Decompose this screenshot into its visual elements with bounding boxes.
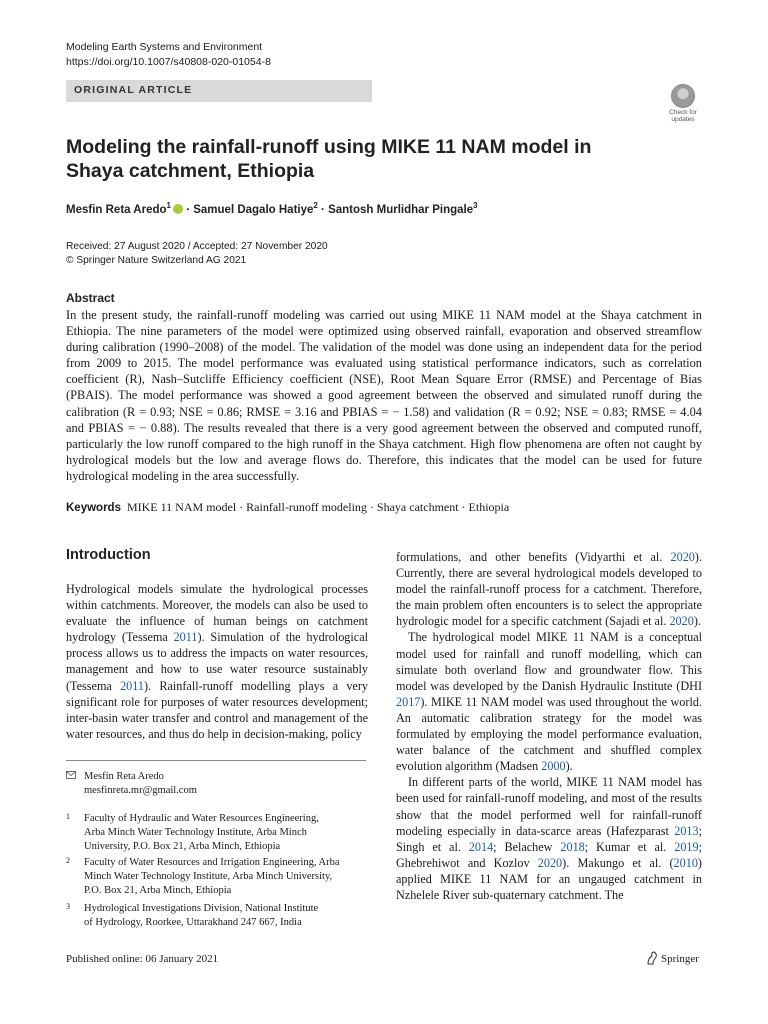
affiliation-3: Hydrological Investigations Division, National Institute of Hydrology, Roorkee, Uttarakhand 247 667, India (84, 903, 319, 928)
affiliation-number: 2 (66, 856, 70, 865)
affiliation-number: 3 (66, 902, 70, 911)
affiliation-2: Faculty of Water Resources and Irrigation Engineering, Arba Minch Water Technology Institute, Arba Minch University, P.O. Box 21, Arba Minch, Ethiopia (84, 857, 340, 896)
author-separator: · (317, 203, 329, 216)
abstract-text: In the present study, the rainfall-runoff modeling was carried out using MIKE 11 NAM model at the Shaya catchment in Ethiopia. The nine parameters of the model were optimized using observed rainfall, evaporation and observed streamflow during calibration (1990–2008) of the model. The validation of the model was done using an independent data for the period from 2009 to 2015. The model performance was evaluated using statistical performance indicators, such as correlation coefficient (R), Nash–Sutcliffe Efficiency coefficient (NSE), Root Mean Square Error (RMSE) and Percentage of Bias (PBAIS). The model performance was showed a good agreement between the observed and simulated runoff during the calibration (R = 0.93; NSE = 0.86; RMSE = 3.16 and PBIAS = − 1.58) and validation (R = 0.92; NSE = 0.83; RMSE = 4.04 and PBIAS = − 0.88). The results revealed that there is a very good agreement between the observed and computed runoff, particularly the low runoff compared to the high runoff in the Shaya catchment. High flow phenomena are often not caught by hydrological models but the low and average flows do. Therefore, this indicates that the model can be used for future hydrological modeling in the area successfully. (66, 308, 702, 483)
affiliation-number: 1 (66, 812, 70, 821)
author-affiliation-number: 1 (166, 201, 171, 210)
introduction-right-column (396, 549, 702, 903)
publisher-name: Springer (661, 953, 699, 965)
check-updates-icon (671, 84, 695, 108)
orcid-icon[interactable] (173, 204, 183, 214)
received-dates: Received: 27 August 2020 / Accepted: 27 November 2020 (66, 241, 328, 252)
citation-link[interactable]: 2011 (120, 678, 145, 693)
author-list (66, 201, 478, 216)
published-online-date: Published online: 06 January 2021 (66, 953, 219, 965)
citation-link[interactable]: 2017 (396, 694, 421, 709)
right-paragraph-3: In different parts of the world, MIKE 11 NAM model has been used for rainfall-runoff modeling, and most of the results show that the model performed well for rainfall-runoff modeling especially in data-scarce areas (Hafezparast 2013; Singh et al. 2014; Belachew 2018; Kumar et al. 2019; Ghebrehiwot and Kozlov 2020). Makungo et al. (2010) applied MIKE 11 NAM for an ungauged catchment in Nzhelele River sub-quaternary catchment. The (396, 775, 702, 902)
envelope-icon (66, 771, 76, 779)
article-type-bar (66, 80, 372, 102)
keywords-label: Keywords (66, 502, 121, 514)
article-type-label: ORIGINAL ARTICLE (74, 84, 193, 96)
citation-link[interactable]: 2020 (537, 855, 563, 870)
author-name[interactable]: Santosh Murlidhar Pingale (328, 203, 474, 216)
citation-link[interactable]: 2000 (541, 759, 566, 774)
author-name[interactable]: Mesfin Reta Aredo (66, 203, 167, 216)
citation-link[interactable]: 2013 (674, 823, 699, 838)
keywords-text: MIKE 11 NAM model · Rainfall-runoff modeling · Shaya catchment · Ethiopia (126, 500, 510, 514)
corresponding-author-name: Mesfin Reta Aredo (84, 771, 164, 782)
doi-link[interactable]: https://doi.org/10.1007/s40808-020-01054-8 (66, 56, 271, 68)
springer-horse-icon (646, 951, 658, 965)
footnote-divider (66, 760, 366, 761)
introduction-heading: Introduction (66, 547, 151, 563)
citation-link[interactable]: 2019 (674, 839, 699, 854)
author-name[interactable]: Samuel Dagalo Hatiye (193, 203, 314, 216)
author-affiliation-number: 3 (473, 201, 478, 210)
citation-link[interactable]: 2020 (669, 614, 694, 629)
check-for-updates-badge[interactable] (664, 84, 702, 124)
citation-link[interactable]: 2020 (670, 550, 695, 564)
copyright-notice: © Springer Nature Switzerland AG 2021 (66, 255, 247, 266)
keywords-line (66, 500, 509, 515)
citation-link[interactable]: 2011 (173, 630, 198, 645)
citation-link[interactable]: 2018 (560, 839, 585, 854)
check-updates-label: Check for updates (669, 109, 697, 123)
citation-link[interactable]: 2010 (673, 855, 698, 870)
introduction-left-paragraph: Hydrological models simulate the hydrological processes within catchments. Moreover, the models can also be used to evaluate the influence of human beings on catchment hydrology (Tessema 2011). Simulation of the hydrological process allows us to address the impacts on water resources, management and how to use water resource sustainably (Tessema 2011). Rainfall-runoff modelling plays a very significant role for purposes of water resources development; inter-basin water transfer and control and management of the water resources, and thus do help in decision-making, policy (66, 582, 368, 741)
abstract-heading: Abstract (66, 291, 115, 305)
right-paragraph-1: formulations, and other benefits (Vidyarthi et al. 2020). Currently, there are several hydrological models developed to model the rainfall-runoff process for a catchment. Therefore, the main problem often encounters is to select the appropriate hydrologic model for a specific catchment (Sajadi et al. 2020). (396, 550, 702, 629)
article-title: Modeling the rainfall-runoff using MIKE 11 NAM model in Shaya catchment, Ethiopia (66, 136, 592, 182)
journal-name: Modeling Earth Systems and Environment (66, 41, 263, 53)
corresponding-author-email[interactable]: mesfinreta.mr@gmail.com (84, 785, 197, 796)
citation-link[interactable]: 2014 (468, 839, 494, 854)
author-affiliation-number: 2 (313, 201, 318, 210)
affiliation-1: Faculty of Hydraulic and Water Resources Engineering, Arba Minch Water Technology Institute, Arba Minch University, P.O. Box 21, Arba Minch, Ethiopia (84, 813, 319, 852)
springer-logo (646, 951, 699, 965)
author-separator: · (183, 203, 194, 216)
right-paragraph-2: The hydrological model MIKE 11 NAM is a conceptual model used for rainfall and runoff modelling, which can simulate both overland flow and groundwater flow. This model was developed by the Danish Hydraulic Institute (DHI 2017). MIKE 11 NAM model was used throughout the world. An automatic calibration strategy for the model was formulated by employing the model performance evaluation, water balance of the catchment and shuffled complex evolution algorithm (Madsen 2000). (396, 630, 702, 774)
